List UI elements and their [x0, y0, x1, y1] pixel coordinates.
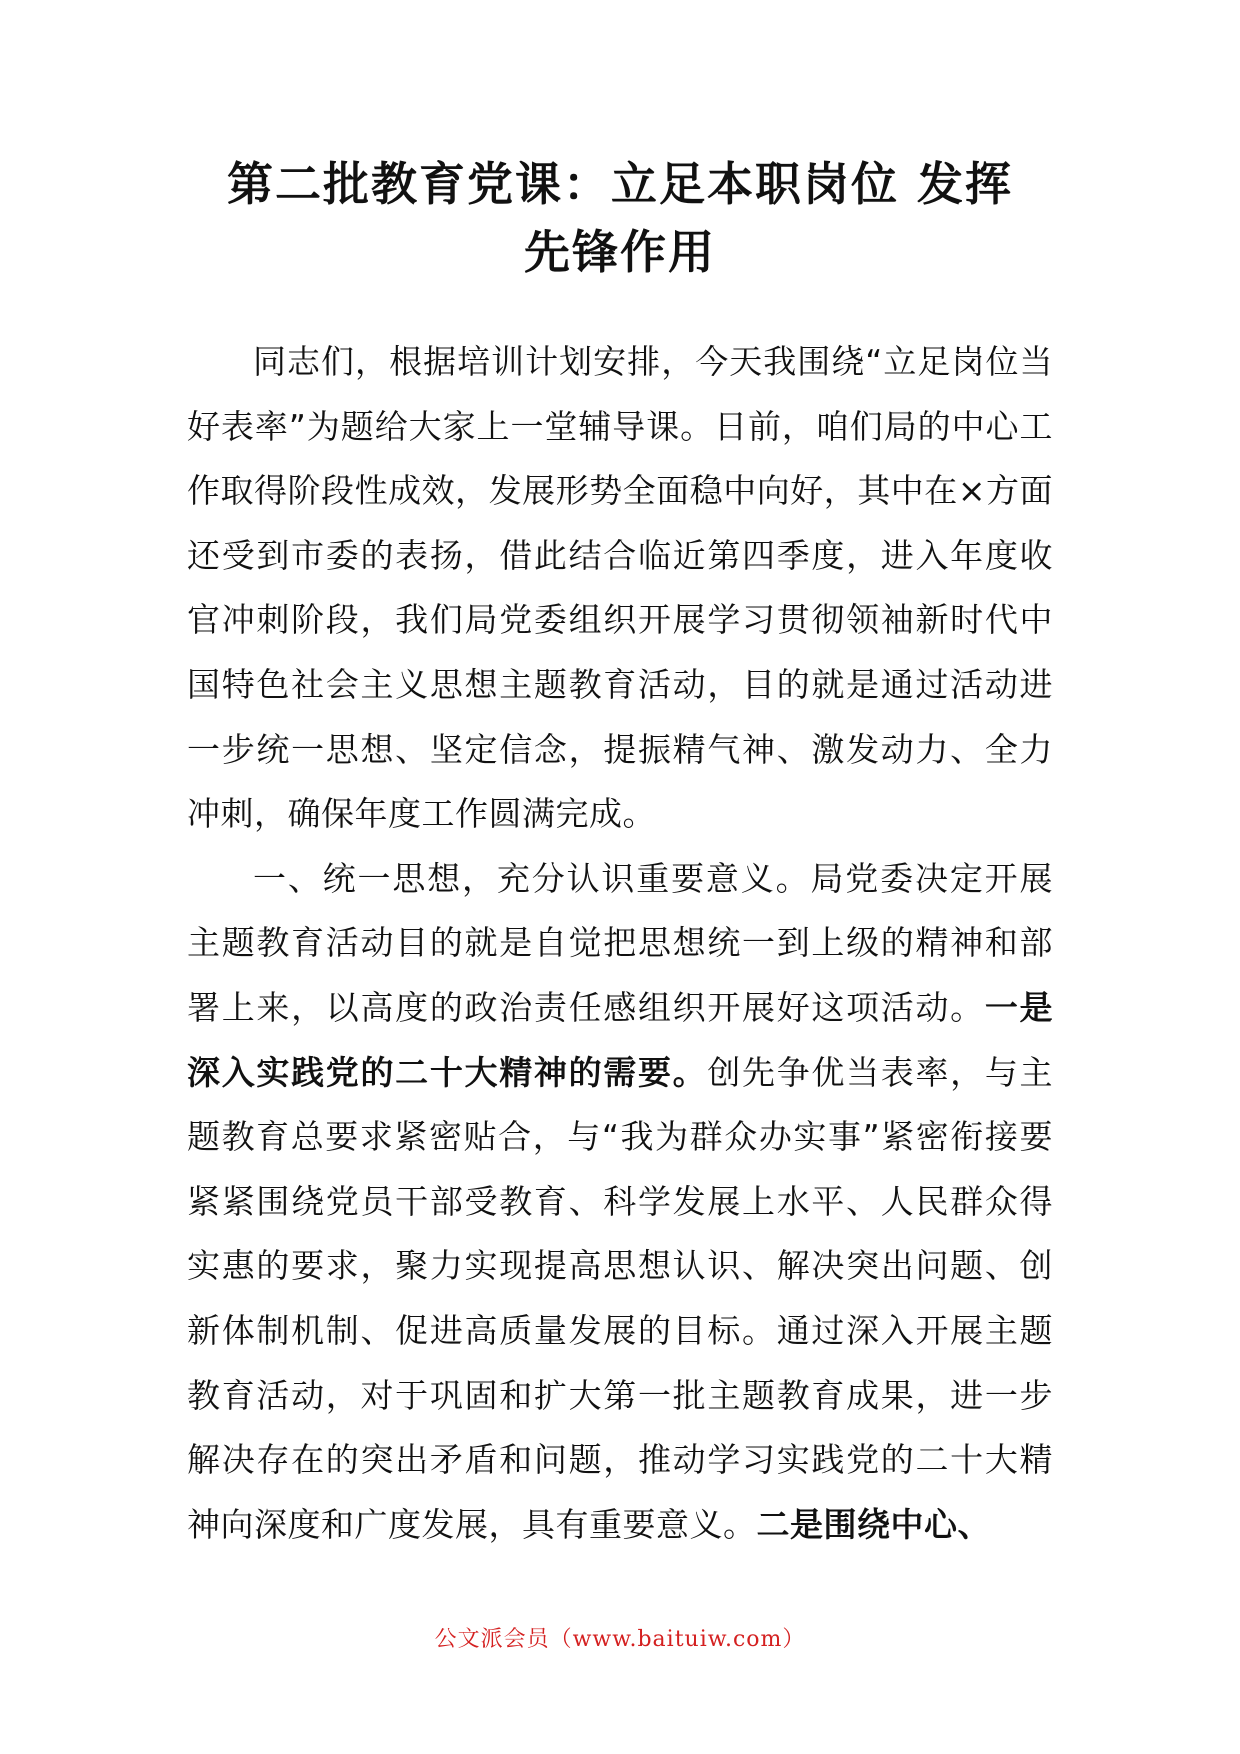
- title-line-1: 第二批教育党课：立足本职岗位 发挥: [226, 157, 1013, 211]
- paragraph-text: 局党委决定开展主题教育活动目的就是自觉把思想统一到上级的精神和部署上来，以高度的政治责任感组织开展好这项活动。: [187, 858, 1054, 1027]
- paragraph-section-1: [187, 847, 1053, 1558]
- paragraph-text: 创先争优当表率，与主题教育总要求紧密贴合，与“我为群众办实事”紧密衔接要紧紧围绕党员干部受教育、科学发展上水平、人民群众得实惠的要求，聚力实现提高思想认识、解决突出问题、创新体制机制、促进高质量发展的目标。通过深入开展主题教育活动，对于巩固和扩大第一批主题教育成果，进一步解决存在的突出矛盾和问题，推动学习实践党的二十大精神向深度和广度发展，具有重要意义。: [187, 1052, 1053, 1544]
- bold-point-1: 一是深入实践党的二十大精神的需要。: [187, 987, 1053, 1092]
- paragraph-intro: 同志们，根据培训计划安排，今天我围绕“立足岗位当好表率”为题给大家上一堂辅导课。日前，咱们局的中心工作取得阶段性成效，发展形势全面稳中向好，其中在×方面还受到市委的表扬，借此结合临近第四季度，进入年度收官冲刺阶段，我们局党委组织开展学习贯彻领袖新时代中国特色社会主义思想主题教育活动，目的就是通过活动进一步统一思想、坚定信念，提振精气神、激发动力、全力冲刺，确保年度工作圆满完成。: [187, 342, 1053, 834]
- document-body: [187, 330, 1053, 1557]
- document-title: [180, 150, 1060, 286]
- footer-watermark: 公文派会员（www.baituiw.com）: [434, 1627, 806, 1652]
- title-line-2: 先锋作用: [524, 225, 716, 279]
- bold-point-2: 二是围绕中心、: [756, 1504, 991, 1544]
- section-heading: 一、统一思想，充分认识重要意义。: [253, 858, 811, 898]
